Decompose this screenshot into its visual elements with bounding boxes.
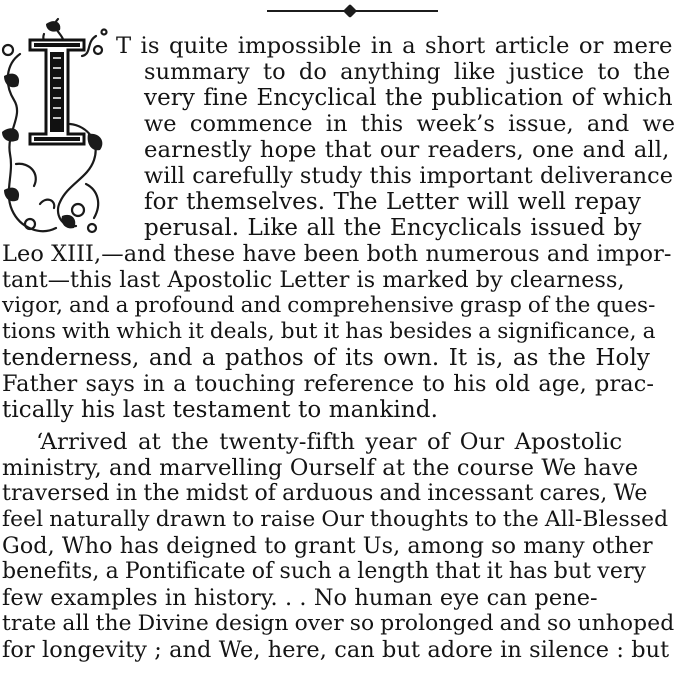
text-line: tenderness, and a pathos of its own. It is, as the Holy bbox=[2, 345, 651, 371]
text-line: trate all the Divine design over so prolonged and so unhoped bbox=[2, 611, 675, 636]
text-line: summary to do anything like justice to the bbox=[144, 59, 671, 85]
text-line: ministry, and marvelling Ourself at the course We have bbox=[2, 455, 639, 481]
text-line: will carefully study this important deliverance bbox=[144, 163, 674, 189]
text-line: for themselves. The Letter will well repay bbox=[144, 189, 641, 215]
ornamental-divider bbox=[267, 7, 438, 15]
text-line: we commence in this week’s issue, and we bbox=[144, 111, 676, 137]
text-line: vigor, and a profound and comprehensive grasp of the ques- bbox=[2, 293, 656, 318]
text-line: few examples in history. . . No human eye can pene- bbox=[2, 585, 598, 611]
text-line: very fine Encyclical the publication of which bbox=[144, 85, 673, 111]
text-line: benefits, a Pontificate of such a length that it has but very bbox=[2, 559, 647, 584]
text-line: perusal. Like all the Encyclicals issued by bbox=[144, 215, 642, 241]
divider-diamond-icon bbox=[343, 4, 357, 18]
text-line: T is quite impossible in a short article or mere bbox=[116, 33, 673, 59]
text-line: tically his last testament to mankind. bbox=[2, 397, 438, 423]
text-line: feel naturally drawn to raise Our thoughts to the All-Blessed bbox=[2, 507, 669, 532]
text-line: ‘Arrived at the twenty-fifth year of Our Apostolic bbox=[36, 429, 623, 455]
text-line: God, Who has deigned to grant Us, among so many other bbox=[2, 533, 653, 559]
decorated-initial-i bbox=[0, 14, 112, 244]
text-line: tions with which it deals, but it has besides a significance, a bbox=[2, 319, 656, 344]
letter-i-shape bbox=[30, 40, 84, 144]
text-line: tant—this last Apostolic Letter is marked by clearness, bbox=[2, 267, 625, 293]
text-line: traversed in the midst of arduous and incessant cares, We bbox=[2, 481, 648, 506]
text-line: Leo XIII,—and these have been both numerous and impor- bbox=[2, 241, 672, 267]
text-line: earnestly hope that our readers, one and all, bbox=[144, 137, 670, 163]
text-line: Father says in a touching reference to his old age, prac- bbox=[2, 371, 655, 397]
text-line: for longevity ; and We, here, can but adore in silence : but bbox=[2, 637, 670, 663]
